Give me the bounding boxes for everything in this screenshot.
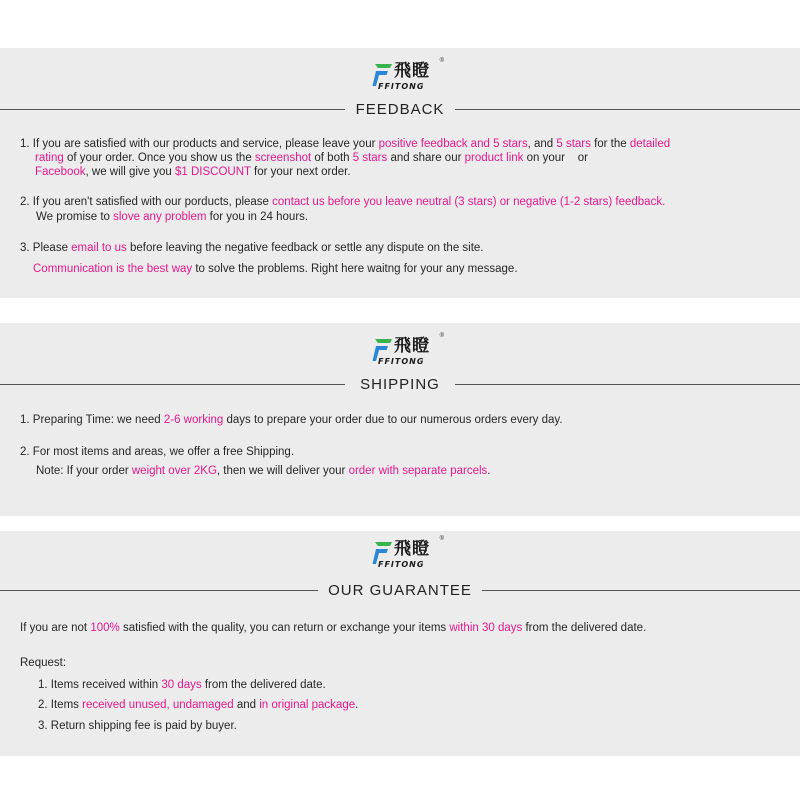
- request-item-3: 3. Return shipping fee is paid by buyer.: [38, 720, 237, 732]
- brand-name-en: FFITONG: [378, 357, 425, 366]
- section-title: OUR GUARANTEE: [328, 582, 472, 599]
- feedback-item-3-line-1: 3. Please email to us before leaving the negative feedback or settle any dispute on the site.: [20, 242, 484, 254]
- shipping-item-2-line-2: Note: If your order weight over 2KG, then we will deliver your order with separate parcels.: [36, 465, 491, 477]
- feedback-item-1-line-2: rating of your order. Once you show us the screenshot of both 5 stars and share our product link on your or: [35, 152, 588, 164]
- registered-mark: ®: [439, 58, 444, 64]
- request-label: Request:: [20, 657, 67, 669]
- section-heading-shipping: [0, 375, 800, 395]
- guarantee-intro: If you are not 100% satisfied with the quality, you can return or exchange your items within 30 days from the delivered date.: [20, 622, 647, 634]
- brand-name-en: FFITONG: [378, 82, 425, 91]
- guarantee-panel: [0, 531, 800, 756]
- brand-name-cn: 飛瞪: [394, 336, 430, 356]
- feedback-item-1-line-3: Facebook, we will give you $1 DISCOUNT for your next order.: [35, 166, 351, 178]
- shipping-item-2-line-1: 2. For most items and areas, we offer a free Shipping.: [20, 446, 295, 458]
- brand-name-cn: 飛瞪: [394, 539, 430, 559]
- section-heading-guarantee: [0, 581, 800, 601]
- feedback-item-1-line-1: 1. If you are satisfied with our products and service, please leave your positive feedback and 5 stars, and 5 stars for the detailed: [20, 138, 671, 150]
- section-heading-feedback: [0, 100, 800, 120]
- request-item-2: 2. Items received unused, undamaged and in original package.: [38, 699, 359, 711]
- feedback-item-2-line-1: 2. If you aren't satisfied with our porducts, please contact us before you leave neutral (3 stars) or negative (1-2 stars) feedback.: [20, 196, 666, 208]
- request-item-1: 1. Items received within 30 days from the delivered date.: [38, 679, 326, 691]
- brand-logo: [372, 60, 442, 94]
- registered-mark: ®: [439, 536, 444, 542]
- brand-name-cn: 飛瞪: [394, 61, 430, 81]
- feedback-item-2-line-2: We promise to slove any problem for you in 24 hours.: [36, 211, 309, 223]
- feedback-item-3-line-2: Communication is the best way to solve the problems. Right here waitng for your any message.: [33, 263, 518, 275]
- shipping-item-1: 1. Preparing Time: we need 2-6 working days to prepare your order due to our numerous orders every day.: [20, 414, 563, 426]
- brand-name-en: FFITONG: [378, 560, 425, 569]
- registered-mark: ®: [439, 333, 444, 339]
- section-title: FEEDBACK: [355, 101, 445, 118]
- brand-logo: [372, 538, 442, 572]
- shipping-panel: [0, 323, 800, 516]
- brand-logo: [372, 335, 442, 369]
- section-title: SHIPPING: [360, 376, 440, 393]
- feedback-panel: [0, 48, 800, 298]
